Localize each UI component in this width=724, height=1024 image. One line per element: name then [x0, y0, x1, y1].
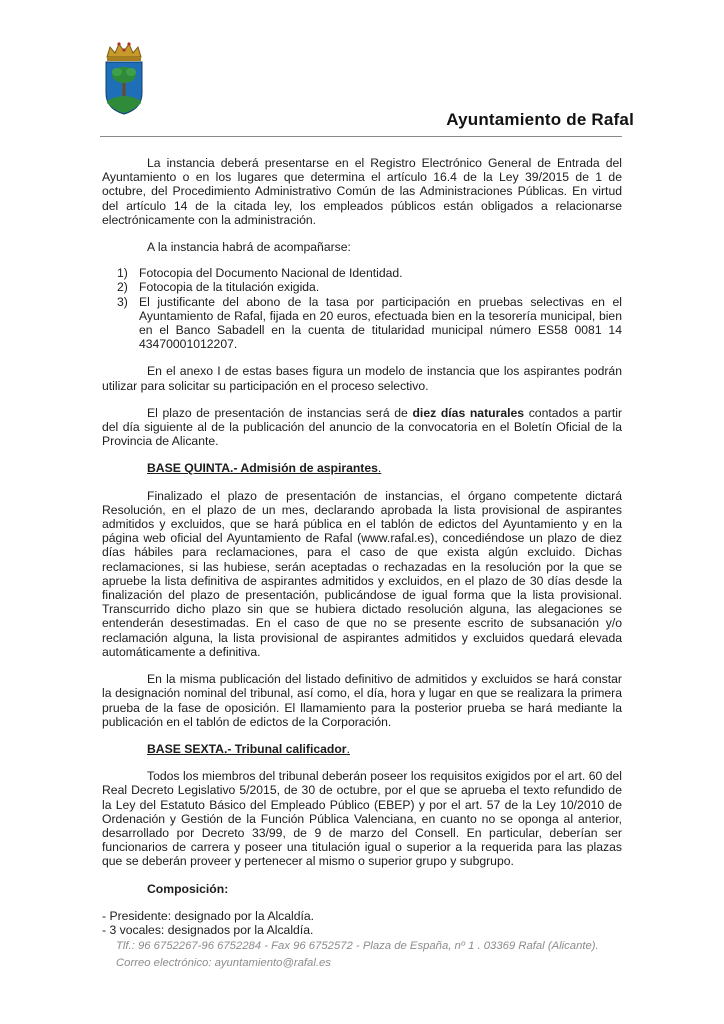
- list-item: 3) El justificante del abono de la tasa por participación en pruebas selectivas en el Ayuntamiento de Rafal, fijada en 20 euros, efectuada bien en la tesorería municipal, bien en el Banco Sabadell en la cuenta de titularidad municipal número ES58 0081 14 43470001012207.: [117, 294, 622, 352]
- section-heading-base-sexta: BASE SEXTA.- Tribunal calificador.: [147, 741, 350, 756]
- paragraph-tribunal: Todos los miembros del tribunal deberán poseer los requisitos exigidos por el art. 60 del Real Decreto Legislativo 5/2015, de 30 de octubre, por el que se aprueba el texto refundido de la Ley del Estatuto Básico del Empleado Público (EBEP) y por el art. 57 de la Ley 10/2010 de Ordenación y Gestión de la Función Pública Valenciana, en cuanto no se oponga al anterior, desarrollado por Decreto 33/99, de 9 de marzo del Consell. En particular, deberían ser funcionarios de carrera y poseer una titulación igual o superior a la requerida para las plazas que se deberán proveer y pertenecer al mismo o superior grupo y subgrupo.: [102, 769, 622, 869]
- paragraph-final-list: En la misma publicación del listado definitivo de admitidos y excluidos se hará constar la designación nominal del tribunal, así como, el día, hora y lugar en que se realizara la primera prueba de la fase de oposición. El llamamiento para la posterior prueba se hará mediante la publicación en el tablón de edictos de la Corporación.: [102, 672, 622, 729]
- paragraph-annex: En el anexo I de estas bases figura un modelo de instancia que los aspirantes podrán utilizar para solicitar su participación en el proceso selectivo.: [102, 364, 622, 393]
- paragraph-admission: Finalizado el plazo de presentación de instancias, el órgano competente dictará Resolución, en el plazo de un mes, declarando aprobada la lista provisional de aspirantes admitidos y excluidos, que se hará pública en el tablón de edictos del Ayuntamiento y en la página web oficial del Ayuntamiento de Rafal (www.rafal.es), concediéndose un plazo de diez días hábiles para reclamaciones, para el caso de que exista algún excluido. Dichas reclamaciones, si las hubiese, serán aceptadas o rechazadas en la resolución por la que se apruebe la lista definitiva de aspirantes admitidos y excluidos, en el plazo de 30 días desde la finalización del plazo de presentación, publicándose de igual forma que la lista provisional. Transcurrido dicho plazo sin que se hubiera dictado resolución alguna, las alegaciones se entenderán desestimadas. En el caso de que no se presente escrito de subsanación y/o reclamación alguna, la lista provisional de aspirantes admitidos y excluidos quedará elevada automáticamente a definitiva.: [102, 488, 622, 659]
- footer-contact-line: Tlf.: 96 6752267-96 6752284 - Fax 96 6752572 - Plaza de España, nº 1 . 03369 Rafal (Alicante).: [116, 940, 599, 952]
- paragraph-attachments-intro: A la instancia habrá de acompañarse:: [147, 240, 351, 255]
- paragraph-instance-submission: La instancia deberá presentarse en el Registro Electrónico General de Entrada del Ayuntamiento o en los lugares que determina el artículo 16.4 de la Ley 39/2015 de 1 de octubre, del Procedimiento Administrativo Común de las Administraciones Públicas. En virtud del artículo 14 de la citada ley, los empleados públicos están obligados a relacionarse electrónicamente con la administración.: [102, 156, 622, 227]
- composition-item-vocales: - 3 vocales: designados por la Alcaldía.: [102, 922, 314, 937]
- page-footer: [116, 938, 636, 972]
- document-body: [102, 156, 622, 937]
- list-item: 1) Fotocopia del Documento Nacional de Identidad.: [117, 266, 403, 281]
- list-item: 2) Fotocopia de la titulación exigida.: [117, 280, 320, 295]
- composition-label: Composición:: [147, 881, 229, 896]
- footer-email-line: Correo electrónico: ayuntamiento@rafal.es: [116, 957, 331, 969]
- header-divider: [100, 136, 622, 137]
- organization-title: Ayuntamiento de Rafal: [446, 110, 634, 129]
- section-heading-base-quinta: BASE QUINTA.- Admisión de aspirantes.: [147, 461, 382, 476]
- paragraph-deadline: El plazo de presentación de instancias será de diez días naturales contados a partir del día siguiente al de la publicación del anuncio de la convocatoria en el Boletín Oficial de la Provincia de Alicante.: [102, 405, 623, 449]
- attachments-list: [102, 266, 622, 351]
- municipal-crest-icon: [101, 41, 147, 115]
- composition-item-president: - Presidente: designado por la Alcaldía.: [102, 908, 315, 923]
